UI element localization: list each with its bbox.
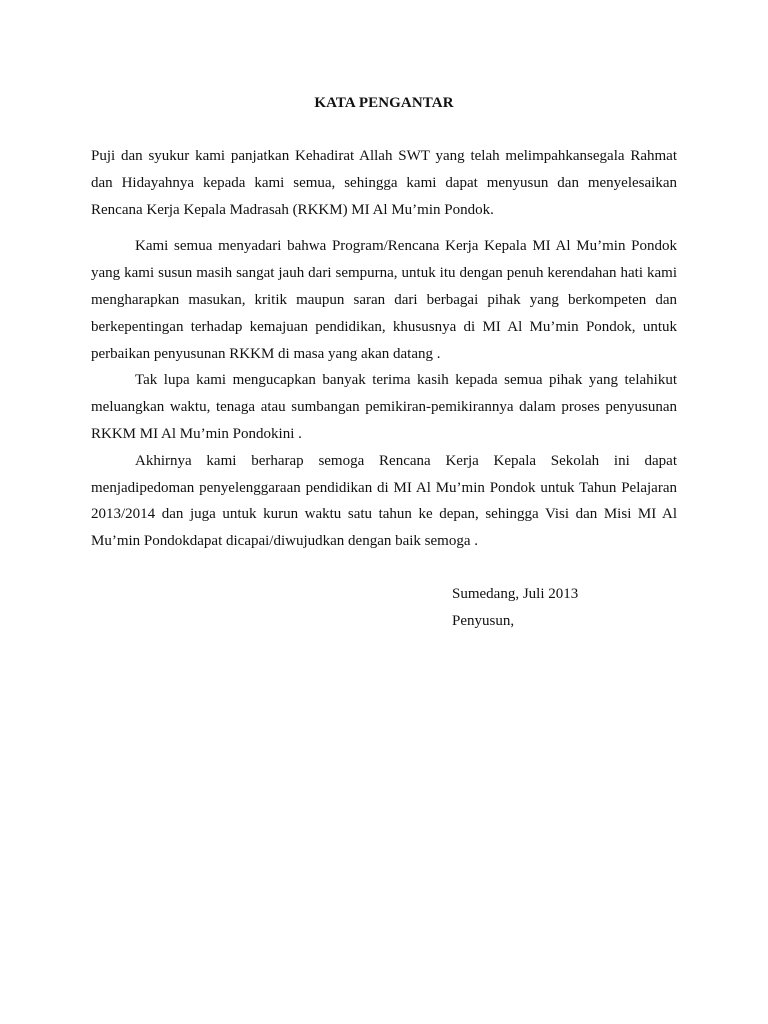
page-title: KATA PENGANTAR [314,95,454,111]
paragraph-acknowledgement-of-shortcomings: Kami semua menyadari bahwa Program/Rencana Kerja Kepala MI Al Mu’min Pondok yang kami susun masih sangat jauh dari sempurna, untuk itu dengan penuh kerendahan hati kami mengharapkan masukan, kritik maupun saran dari berbagai pihak yang berkompeten dan berkepentingan terhadap kemajuan pendidikan, khususnya di MI Al Mu’min Pondok, untuk perbaikan penyusunan RKKM di masa yang akan datang . [91,238,677,362]
signature-block [452,581,578,635]
signature-place-date: Sumedang, Juli 2013 [452,586,579,602]
document-body [91,143,677,555]
paragraph-closing: Akhirnya kami berharap semoga Rencana Kerja Kepala Sekolah ini dapat menjadipedoman penyelenggaraan pendidikan di MI Al Mu’min Pondok untuk Tahun Pelajaran 2013/2014 dan juga untuk kurun waktu satu tahun ke depan, sehingga Visi dan Misi MI Al Mu’min Pondokdapat dicapai/diwujudkan dengan baik semoga . [91,452,677,550]
paragraph-thanks: Tak lupa kami mengucapkan banyak terima kasih kepada semua pihak yang telahikut meluangkan waktu, tenaga atau sumbangan pemikiran-pemikirannya dalam proses penyusunan RKKM MI Al Mu’min Pondokini . [91,372,677,442]
paragraph-opening: Puji dan syukur kami panjatkan Kehadirat Allah SWT yang telah melimpahkansegala Rahmat dan Hidayahnya kepada kami semua, sehingga kami dapat menyusun dan menyelesaikan Rencana Kerja Kepala Madrasah (RKKM) MI Al Mu’min Pondok. [91,148,677,218]
signature-signer: Penyusun, [452,613,515,629]
